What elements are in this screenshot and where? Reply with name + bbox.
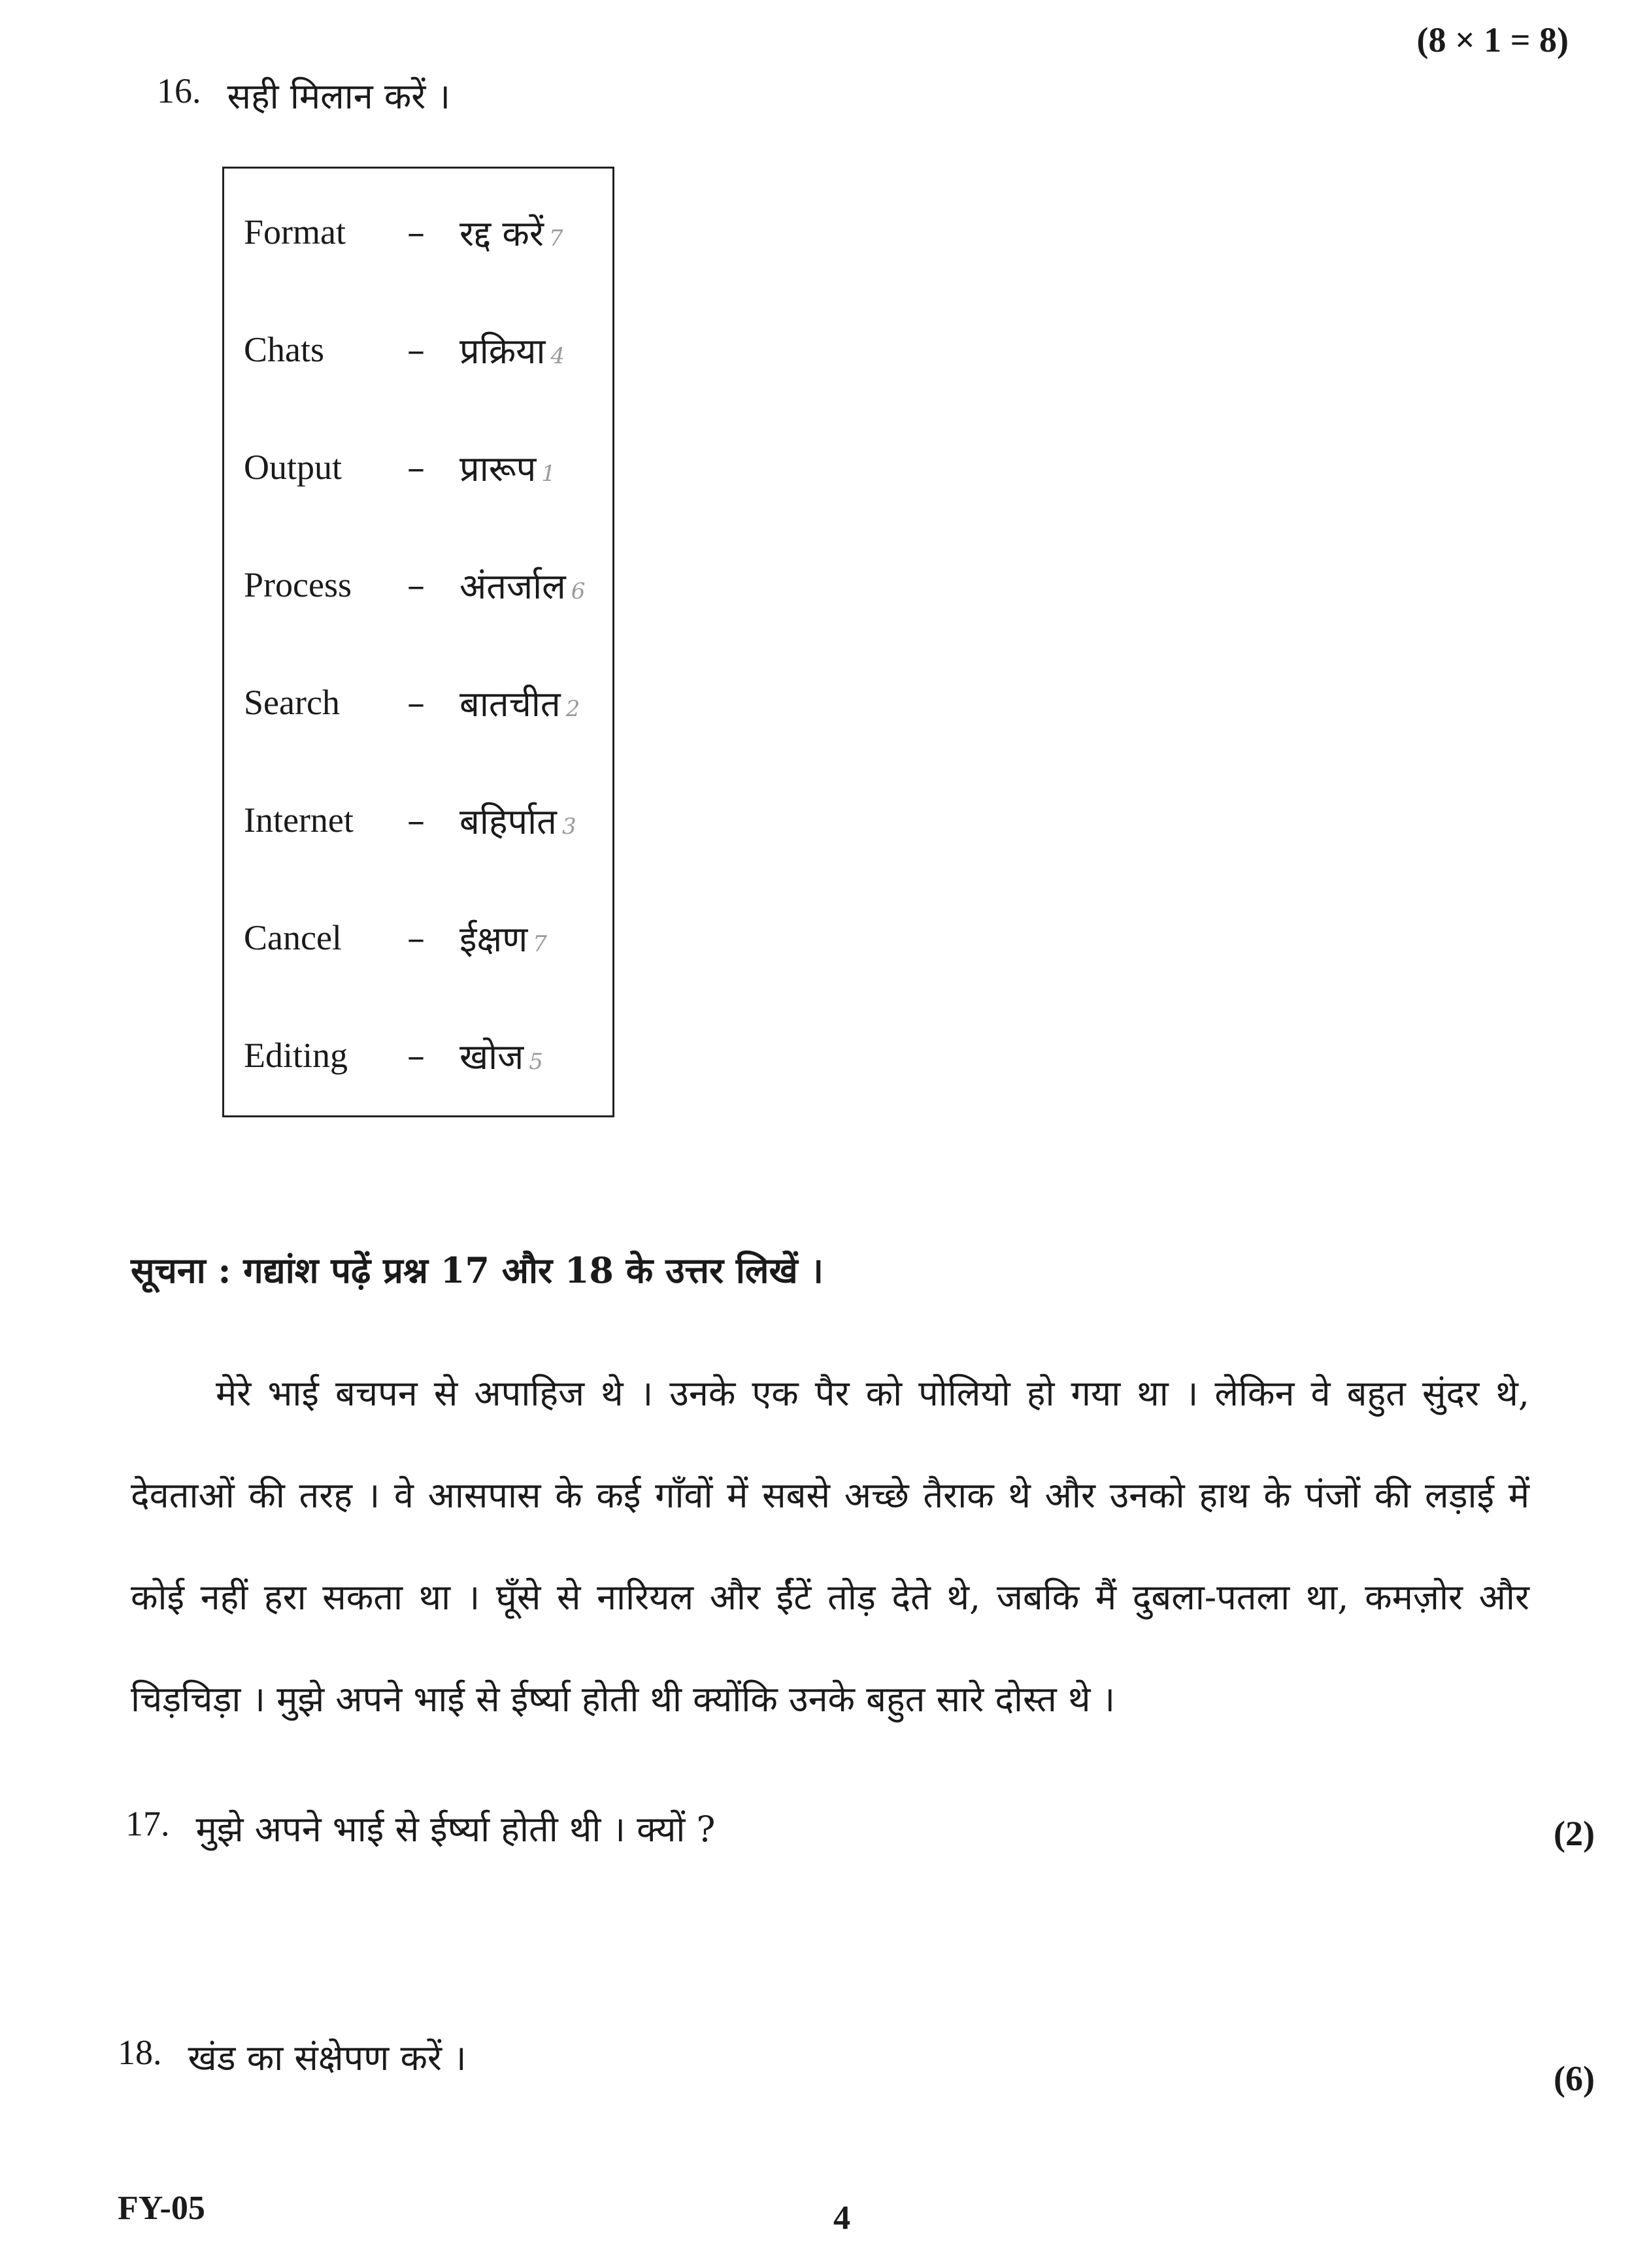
question-16 bbox=[157, 71, 450, 119]
dash: – bbox=[407, 799, 425, 841]
q17-marks: (2) bbox=[1554, 1814, 1595, 1853]
hindi-term-text: ईक्षण bbox=[459, 919, 528, 960]
match-row bbox=[244, 208, 610, 256]
question-text: सही मिलान करें । bbox=[227, 76, 451, 117]
match-row bbox=[244, 561, 610, 609]
hindi-term-text: बहिर्पात bbox=[459, 801, 557, 842]
question-number: 17. bbox=[125, 1804, 170, 1843]
pencil-mark: 6 bbox=[571, 578, 586, 604]
hindi-term bbox=[459, 443, 610, 491]
q18-marks: (6) bbox=[1554, 2059, 1595, 2098]
english-term: Internet bbox=[244, 800, 354, 840]
match-row bbox=[244, 678, 610, 727]
hindi-term-text: प्रक्रिया bbox=[459, 331, 546, 372]
hindi-term bbox=[459, 208, 610, 256]
pencil-mark: 4 bbox=[550, 343, 565, 369]
hindi-term bbox=[459, 561, 610, 609]
match-row bbox=[244, 443, 610, 491]
hindi-term bbox=[459, 796, 610, 844]
hindi-term bbox=[459, 678, 610, 727]
english-term: Format bbox=[244, 212, 346, 252]
pencil-mark: 3 bbox=[561, 814, 576, 840]
pencil-mark: 1 bbox=[541, 461, 556, 487]
question-text: खंड का संक्षेपण करें । bbox=[188, 2037, 467, 2079]
hindi-term-text: रद्द करें bbox=[459, 213, 544, 254]
question-text: मुझे अपने भाई से ईर्ष्या होती थी । क्यों ? bbox=[195, 1809, 716, 1850]
question-17 bbox=[125, 1803, 716, 1852]
pencil-mark: 2 bbox=[565, 696, 580, 722]
question-number: 18. bbox=[118, 2033, 162, 2072]
english-term: Chats bbox=[244, 330, 325, 369]
page-number: 4 bbox=[833, 2199, 850, 2237]
dash: – bbox=[407, 446, 425, 488]
question-18 bbox=[118, 2032, 467, 2080]
match-row bbox=[244, 1031, 610, 1079]
hindi-term bbox=[459, 913, 610, 962]
dash: – bbox=[407, 682, 425, 723]
dash: – bbox=[407, 564, 425, 606]
q16-marks: (8 × 1 = 8) bbox=[1416, 20, 1569, 59]
english-term: Search bbox=[244, 683, 340, 722]
hindi-term-text: प्रारूप bbox=[459, 448, 537, 489]
pencil-mark: 7 bbox=[533, 931, 547, 957]
pencil-mark: 7 bbox=[548, 225, 563, 252]
question-number: 16. bbox=[157, 71, 201, 110]
hindi-term-text: खोज bbox=[459, 1036, 524, 1077]
match-table bbox=[222, 167, 614, 1117]
hindi-term-text: अंतर्जाल bbox=[459, 566, 566, 607]
hindi-term bbox=[459, 1031, 610, 1079]
match-row bbox=[244, 913, 610, 962]
english-term: Output bbox=[244, 448, 342, 487]
dash: – bbox=[407, 917, 425, 959]
english-term: Cancel bbox=[244, 918, 342, 957]
english-term: Process bbox=[244, 565, 352, 604]
passage-notice: सूचना : गद्यांश पढ़ें प्रश्न 17 और 18 के उत्तर लिखें । bbox=[131, 1249, 824, 1291]
dash: – bbox=[407, 211, 425, 253]
pencil-mark: 5 bbox=[529, 1049, 543, 1075]
hindi-term-text: बातचीत bbox=[459, 683, 561, 725]
hindi-term bbox=[459, 325, 610, 374]
paper-code: FY-05 bbox=[118, 2190, 205, 2227]
english-term: Editing bbox=[244, 1036, 348, 1075]
dash: – bbox=[407, 1034, 425, 1076]
passage-text: मेरे भाई बचपन से अपाहिज थे । उनके एक पैर को पोलियो हो गया था । लेकिन वे बहुत सुंदर थे, देवताओं की तरह । वे आसपास के कई गाँवों में सबसे अच्छे तैराक थे और उनको हाथ के पंजों की लड़ाई में कोई नहीं हरा सकता था । घूँसे से नारियल और ईंटें तोड़ देते थे, जबकि मैं दुबला-पतला था, कमज़ोर और चिड़चिड़ा । मुझे अपने भाई से ईर्ष्या होती थी क्योंकि उनके बहुत सारे दोस्त थे । bbox=[131, 1373, 1529, 1720]
dash: – bbox=[407, 329, 425, 370]
match-row bbox=[244, 325, 610, 374]
match-row bbox=[244, 796, 610, 844]
